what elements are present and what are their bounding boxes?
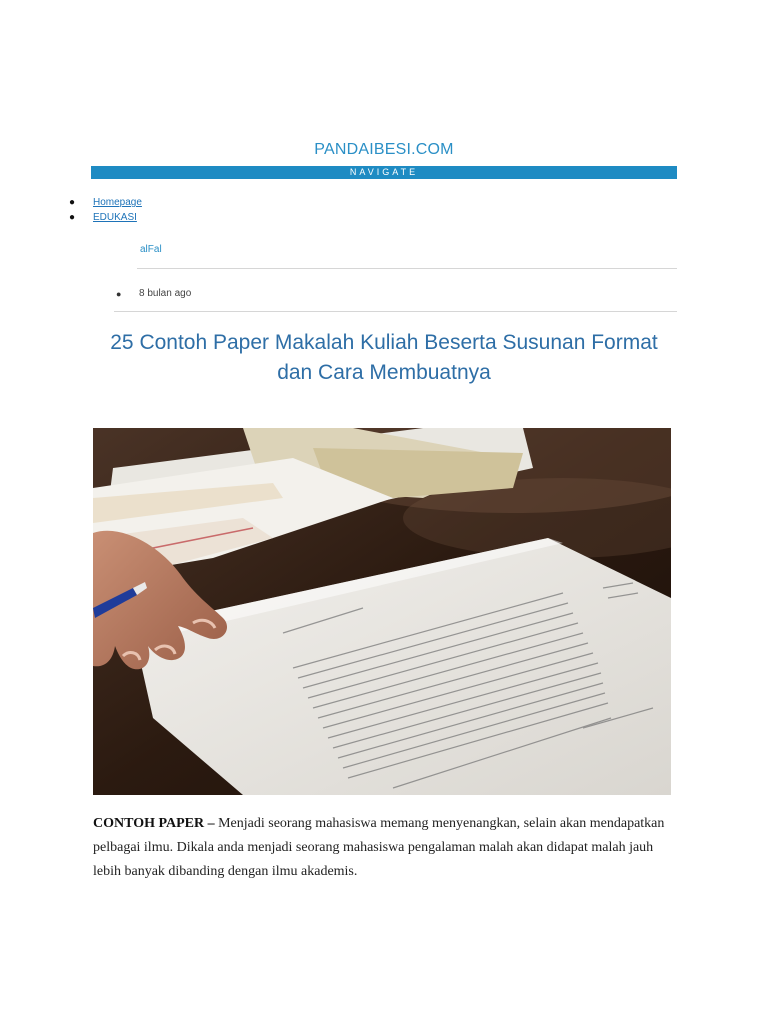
bullet-icon: ● (69, 212, 76, 223)
author-link[interactable]: alFal (140, 244, 162, 255)
divider (114, 311, 677, 312)
article-hero-image (93, 428, 671, 795)
intro-lead: CONTOH PAPER – (93, 816, 215, 831)
navigate-bar[interactable]: NAVIGATE (91, 166, 677, 179)
bullet-icon: ● (116, 289, 122, 299)
intro-text: Menjadi seorang mahasiswa memang menyenangkan, selain akan mendapatkan pelbagai ilmu. Dikala anda menjadi seorang mahasiswa pengalaman malah akan didapat malah jauh lebih banyak dibanding dengan ilmu akademis. (93, 816, 665, 879)
post-date: 8 bulan ago (139, 288, 192, 299)
homepage-link[interactable]: Homepage (93, 197, 142, 208)
site-title-link[interactable]: PANDAIBESI.COM (314, 141, 454, 158)
divider (137, 268, 677, 269)
article-title: 25 Contoh Paper Makalah Kuliah Beserta Susunan Format dan Cara Membuatnya (110, 331, 658, 384)
article-intro (93, 812, 673, 884)
bullet-icon: ● (69, 197, 76, 208)
edukasi-link[interactable]: EDUKASI (93, 212, 137, 223)
